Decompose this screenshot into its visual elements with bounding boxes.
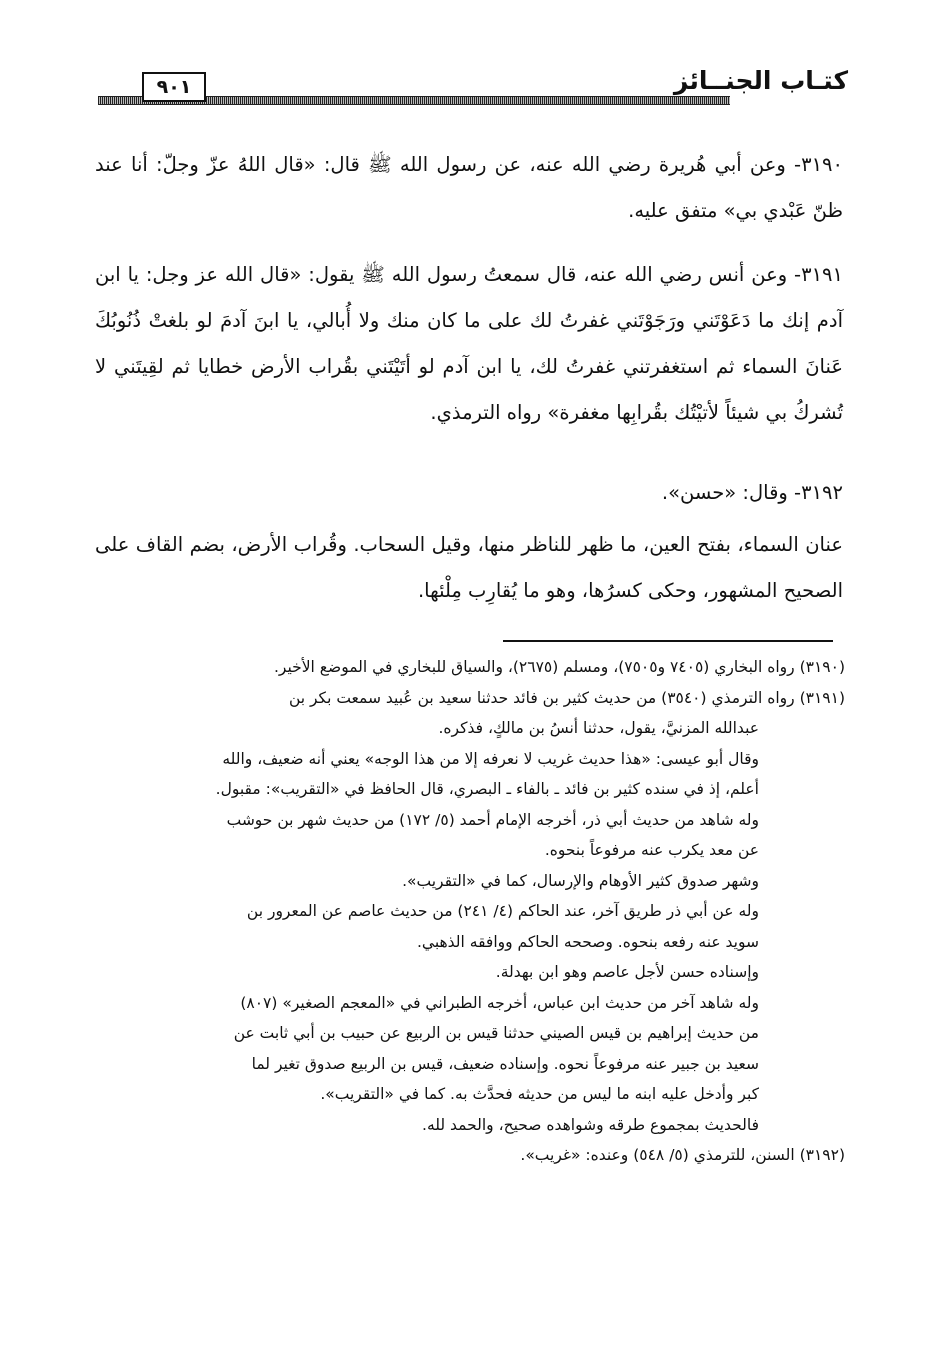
footnote-line: وله عن أبي ذر طريق آخر، عند الحاكم (٤/ ٢٤١) من حديث عاصم عن المعرور بن: [246, 902, 759, 920]
footnote-line: وله شاهد آخر من حديث ابن عباس، أخرجه الطبراني في «المعجم الصغير» (٨٠٧): [240, 993, 759, 1012]
gloss-paragraph: عنان السماء، بفتح العين، ما ظهر للناظر منها، وقيل السحاب. وقُراب الأرض، بضم القاف على الصحيح المشهور، وحكى كسرُها، وهو ما يُقارِب مِلْئها.: [95, 533, 843, 602]
hadith-3190: ٣١٩٠- وعن أبي هُريرة رضي الله عنه، عن رسول الله ﷺ قال: «قال اللهُ عزّ وجلّ: أنا عند ظنّ عَبْدي بي» متفق عليه.: [95, 153, 843, 222]
footnote-line: عن معد يكرب عنه مرفوعاً بنحوه.: [544, 841, 759, 859]
footnote-line: سويد عنه رفعه بنحوه. وصححه الحاكم ووافقه الذهبي.: [416, 932, 759, 951]
footnote-line: من حديث إبراهيم بن قيس الصيني حدثنا قيس بن الربيع عن حبيب بن أبي ثابت عن: [233, 1024, 759, 1042]
footnote-line: وشهر صدوق كثير الأوهام والإرسال، كما في «التقريب».: [402, 871, 759, 890]
footnote-line: وإسناده حسن لأجل عاصم وهو ابن بهدلة.: [495, 963, 759, 981]
page-header: [98, 66, 848, 106]
footnote-line: عبدالله المزنيَّ، يقول، حدثنا أنسُ بن مالكٍ، فذكره.: [438, 719, 759, 737]
footnote-line: (٣١٩٢) السنن، للترمذي (٥/ ٥٤٨) وعنده: «غريب».: [520, 1146, 845, 1164]
footnotes: [95, 652, 845, 1171]
footnote-divider: [503, 640, 833, 642]
hadith-3191: ٣١٩١- وعن أنس رضي الله عنه، قال سمعتُ رسول الله ﷺ يقول: «قال الله عز وجل: يا ابن آدم إنك ما دَعَوْتَني ورَجَوْتَني غفرتُ لك على ما كان منك ولا أُبالي، يا ابنَ آدمَ لو بلغتْ ذُنُوبُكَ عَنانَ السماء ثم استغفرتني غفرتُ لك، يا ابن آدم لو أتَيْتَني بقُراب الأرض خطايا ثم لقِيتَني لا تُشركُ بي شيئاً لأتيْتُك بقُرابِها مغفرة» رواه الترمذي.: [95, 263, 843, 424]
hadith-3192: ٣١٩٢- وقال: «حسن».: [661, 481, 843, 504]
footnote-line: (٣١٩١) رواه الترمذي (٣٥٤٠) من حديث كثير بن فائد حدثنا سعيد بن عُبيد سمعت بكر بن: [288, 688, 845, 707]
footnote-line: (٣١٩٠) رواه البخاري (٧٤٠٥ و٧٥٠٥)، ومسلم (٢٦٧٥)، والسياق للبخاري في الموضع الأخير.: [273, 658, 845, 676]
footnote-line: وقال أبو عيسى: «هذا حديث غريب لا نعرفه إلا من هذا الوجه» يعني أنه ضعيف، والله: [222, 749, 759, 768]
footnote-line: فالحديث بمجموع طرقه وشواهده صحيح، والحمد لله.: [422, 1115, 759, 1134]
footnote-line: كبر وأدخل عليه ابنه ما ليس من حديثه فحدَّث به. كما في «التقريب».: [320, 1085, 759, 1103]
footnote-line: وله شاهد من حديث أبي ذر، أخرجه الإمام أحمد (٥/ ١٧٢) من حديث شهر بن حوشب: [226, 810, 759, 829]
footnote-line: سعيد بن جبير عنه مرفوعاً نحوه. وإسناده ضعيف، قيس بن الربيع صدوق تغير لما: [251, 1054, 759, 1073]
footnote-line: أعلم، إذ في سنده كثير بن فائد ـ بالفاء ـ البصري، قال الحافظ في «التقريب»: مقبول.: [215, 780, 759, 798]
page-number: ٩٠١: [142, 72, 206, 102]
book-title: كتـاب الجنــائز: [673, 66, 848, 95]
